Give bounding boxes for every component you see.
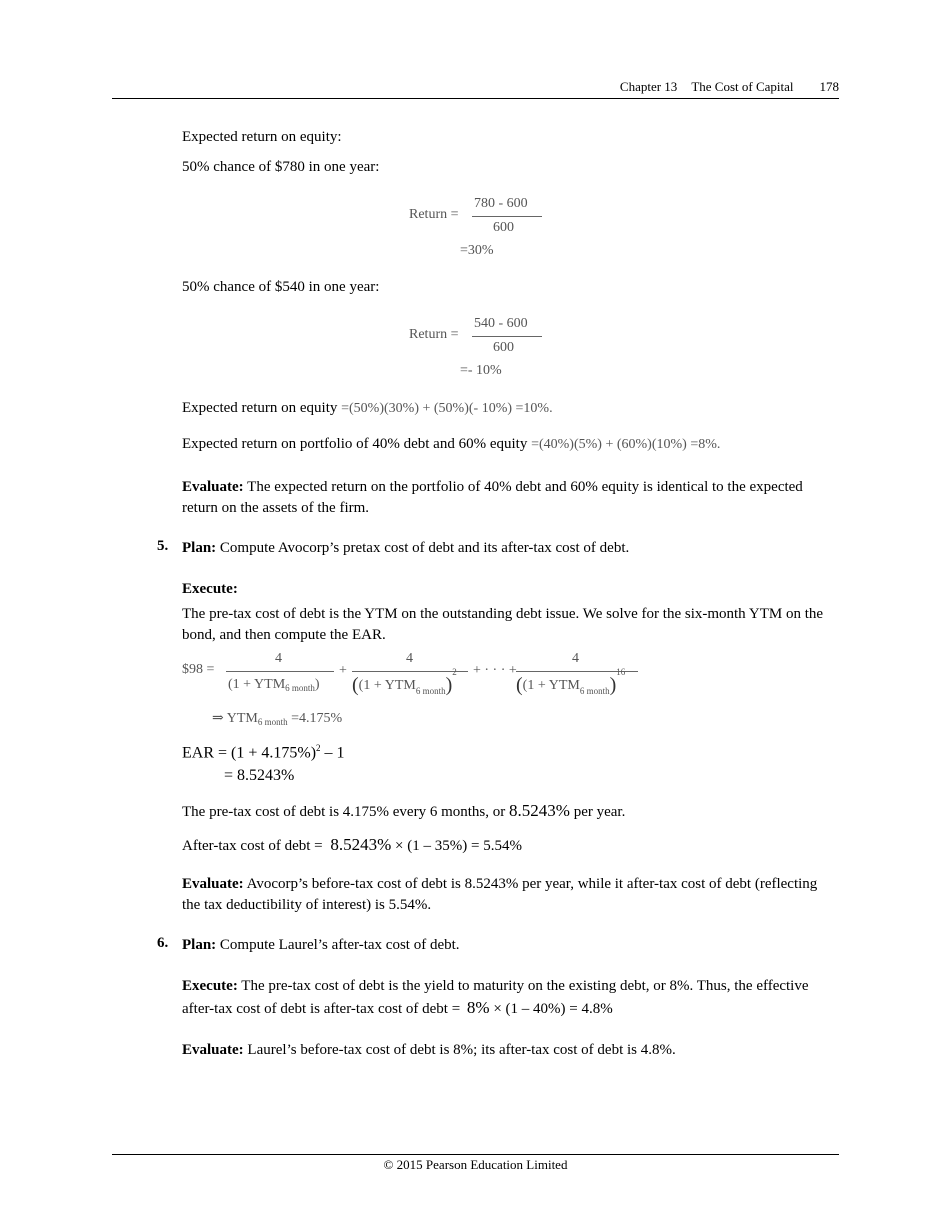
- bond-price-lhs: $98 =: [182, 662, 215, 677]
- fraction-bar-1: [472, 216, 542, 217]
- problem-number-6: 6.: [157, 935, 169, 951]
- execute-text-5: The pre-tax cost of debt is the YTM on the outstanding debt issue. We solve for the six-month YTM on the bond, and then compute the EAR.: [182, 606, 824, 643]
- expected-portfolio-line: [182, 434, 720, 455]
- evaluate-text: The expected return on the portfolio of 40% debt and 60% equity is identical to the expected return on the assets of the firm.: [182, 479, 803, 516]
- numerator-2: 540 - 600: [474, 316, 528, 331]
- expected-portfolio-math: =(40%)(5%) + (60%)(10%) =8%.: [531, 437, 721, 452]
- after-tax-line: After-tax cost of debt = 8.5243% × (1 – 35%) = 5.54%: [182, 835, 522, 854]
- copyright-footer: © 2015 Pearson Education Limited: [383, 1157, 568, 1172]
- term1-denominator: $(1 + YTM_{6 month})$: [228, 677, 320, 693]
- result-2: =- 10%: [460, 363, 502, 378]
- expected-equity-math: =(50%)(30%) + (50%)(- 10%) =10%.: [341, 401, 553, 416]
- header-rule: [112, 98, 839, 99]
- evaluate-paragraph-1: [182, 477, 832, 519]
- ytm-result: ⇒ $YTM_{6 month} =4.175\%$: [212, 711, 343, 727]
- case1-text: 50% chance of $780 in one year:: [182, 159, 380, 175]
- execute-label: Execute:: [182, 978, 238, 994]
- evaluate-label: Evaluate:: [182, 1042, 244, 1058]
- plan-5: [182, 538, 629, 559]
- result-1: =30%: [460, 243, 494, 258]
- evaluate-paragraph-5: [182, 874, 832, 916]
- term3-denominator: ($(1 + YTM_{6 month})^{16}$: [516, 667, 626, 696]
- numerator-1: 780 - 600: [474, 196, 528, 211]
- term2-numerator: 4: [406, 651, 413, 666]
- case2-text: 50% chance of $540 in one year:: [182, 279, 380, 295]
- expected-equity-label: Expected return on equity: [182, 400, 342, 416]
- chapter-number: Chapter 13: [619, 79, 678, 94]
- return-label-1: Return =: [409, 207, 459, 222]
- expected-equity-line: [182, 398, 553, 419]
- term2-denominator: ($(1 + YTM_{6 month})^2$: [352, 667, 457, 696]
- plan-label: Plan:: [182, 937, 217, 953]
- denominator-2: 600: [493, 340, 514, 355]
- denominator-1: 600: [493, 220, 514, 235]
- fraction-bar-2: [472, 336, 542, 337]
- ear-line-1: EAR = $(1 + 4.175\%)^2 - 1$: [182, 743, 345, 762]
- pretax-cost-line: The pre-tax cost of debt is 4.175% every 6 months, or 8.5243% per year.: [182, 801, 626, 820]
- term1-bar: [226, 671, 334, 672]
- evaluate-paragraph-6: [182, 1040, 832, 1061]
- plan-label: Plan:: [182, 540, 217, 556]
- footer-rule: [112, 1154, 839, 1155]
- execute-label-5: [182, 579, 238, 600]
- problem-number-5: 5.: [157, 538, 169, 554]
- evaluate-text: Laurel’s before-tax cost of debt is 8%; its after-tax cost of debt is 4.8%.: [243, 1042, 676, 1058]
- intro-text: Expected return on equity:: [182, 129, 342, 145]
- plan-text: Compute Avocorp’s pretax cost of debt and its after-tax cost of debt.: [216, 540, 630, 556]
- term3-numerator: 4: [572, 651, 579, 666]
- ear-line-2: = 8.5243%: [224, 767, 295, 784]
- execute-label: Execute:: [182, 581, 238, 597]
- term1-numerator: 4: [275, 651, 282, 666]
- chapter-title: The Cost of Capital: [691, 79, 794, 94]
- page-number: 178: [819, 79, 839, 94]
- return-label-2: Return =: [409, 327, 459, 342]
- evaluate-label: Evaluate:: [182, 876, 244, 892]
- execute-paragraph-6: Execute: The pre-tax cost of debt is the yield to maturity on the existing debt, or 8%. Thus, the effective after-tax cost of debt is after-tax cost of debt = 8% × (1 – 40%) = 4.8%: [182, 978, 809, 1017]
- plan-6: [182, 935, 460, 956]
- expected-portfolio-label: Expected return on portfolio of 40% debt and 60% equity: [182, 436, 532, 452]
- ellipsis-plus: + · · · +: [473, 663, 517, 678]
- evaluate-label: Evaluate:: [182, 479, 244, 495]
- plan-text: Compute Laurel’s after-tax cost of debt.: [216, 937, 460, 953]
- plus-sign: +: [339, 663, 347, 678]
- evaluate-text: Avocorp’s before-tax cost of debt is 8.5243% per year, while it after-tax cost of debt (reflecting the tax deductibility of interest) is 5.54%.: [182, 876, 818, 913]
- term2-bar: [352, 671, 468, 672]
- running-header: [112, 79, 839, 95]
